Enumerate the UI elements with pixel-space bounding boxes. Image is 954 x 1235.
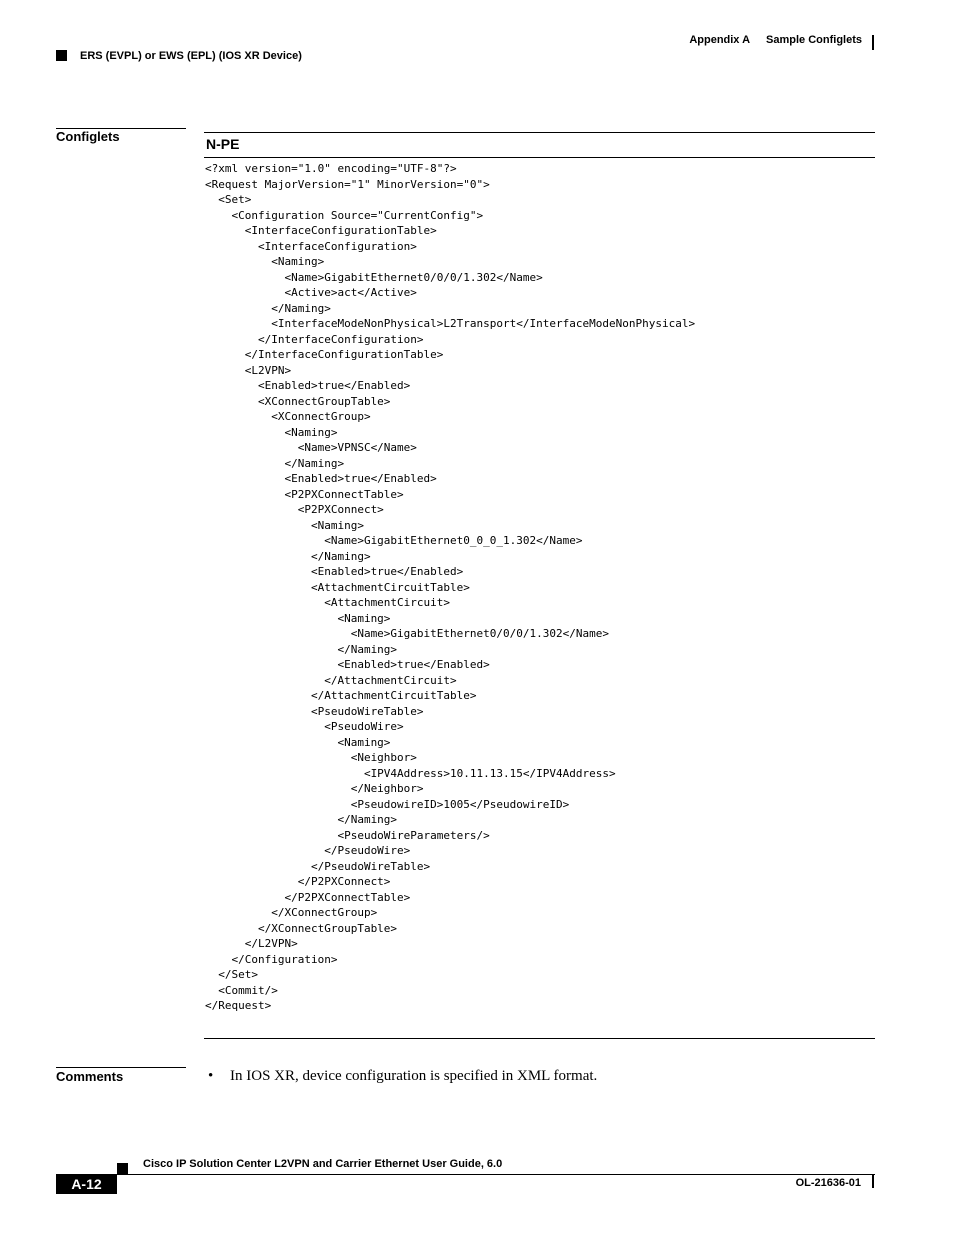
code-line: <IPV4Address>10.11.13.15</IPV4Address> (205, 766, 616, 780)
code-line: <Naming> (205, 611, 391, 625)
code-line: <L2VPN> (205, 363, 292, 377)
code-line: </Naming> (205, 549, 371, 563)
table-top-rule (204, 132, 875, 133)
comment-text: In IOS XR, device configuration is specified in XML format. (230, 1068, 598, 1084)
code-line: <XConnectGroup> (205, 410, 371, 423)
code-line: <Commit/> (205, 983, 278, 997)
code-line: <Enabled>true</Enabled> (205, 658, 490, 671)
code-line: </XConnectGroupTable> (205, 921, 398, 935)
document-number: OL-21636-01 (795, 1177, 861, 1189)
code-line: <Naming> (205, 735, 391, 749)
code-line: <InterfaceConfiguration> (205, 239, 417, 253)
code-line: <Enabled>true</Enabled> (205, 379, 411, 392)
code-line: <Name>GigabitEthernet0/0/0/1.302</Name> (205, 270, 543, 284)
code-line: <InterfaceModeNonPhysical>L2Transport</InterfaceModeNonPhysical> (205, 317, 696, 330)
code-line: <P2PXConnectTable> (205, 487, 404, 501)
footer-square-marker (117, 1163, 128, 1174)
code-line: </Set> (205, 968, 258, 981)
code-line: <PseudoWireParameters/> (205, 828, 490, 842)
code-line: </Request> (205, 999, 272, 1012)
code-line: <AttachmentCircuit> (205, 596, 451, 609)
code-line: <XConnectGroupTable> (205, 394, 391, 408)
code-line: </InterfaceConfigurationTable> (205, 348, 444, 361)
code-line: <Name>GigabitEthernet0_0_0_1.302</Name> (205, 534, 583, 547)
footer-rule (117, 1174, 875, 1175)
code-line: </PseudoWireTable> (205, 859, 431, 873)
running-header-chapter (689, 34, 862, 46)
code-line: <Enabled>true</Enabled> (205, 472, 437, 485)
configlets-side-head: Configlets (56, 129, 120, 144)
appendix-label: Appendix A (689, 34, 751, 46)
code-line: <Request MajorVersion="1" MinorVersion="0"> (205, 177, 490, 191)
code-line: </XConnectGroup> (205, 906, 378, 919)
code-line: <Neighbor> (205, 751, 417, 764)
table-bottom-rule (204, 1038, 875, 1039)
code-line: <P2PXConnect> (205, 503, 384, 516)
code-line: </Naming> (205, 301, 331, 315)
table-header-rule (204, 157, 875, 158)
running-header-section: ERS (EVPL) or EWS (EPL) (IOS XR Device) (80, 50, 302, 62)
code-line: </InterfaceConfiguration> (205, 332, 424, 346)
code-line: </AttachmentCircuit> (205, 673, 457, 687)
code-line: <AttachmentCircuitTable> (205, 580, 470, 594)
code-line: <PseudoWire> (205, 720, 404, 733)
code-line: </Configuration> (205, 952, 338, 966)
code-line: </PseudoWire> (205, 844, 411, 857)
footer-vertical-rule (872, 1174, 874, 1188)
code-line: <?xml version="1.0" encoding="UTF-8"?> (205, 162, 457, 175)
device-heading: N-PE (206, 136, 240, 152)
comments-side-rule (56, 1067, 186, 1068)
header-vertical-rule (872, 35, 874, 50)
footer-guide-title: Cisco IP Solution Center L2VPN and Carrier Ethernet User Guide, 6.0 (143, 1158, 503, 1170)
code-line: <PseudowireID>1005</PseudowireID> (205, 797, 570, 811)
xml-code-block (205, 161, 695, 1014)
code-line: <Name>GigabitEthernet0/0/0/1.302</Name> (205, 627, 609, 640)
code-line: </Naming> (205, 642, 398, 656)
code-line: <PseudoWireTable> (205, 704, 424, 718)
comments-side-head: Comments (56, 1069, 124, 1084)
code-line: </L2VPN> (205, 937, 298, 950)
code-line: <Configuration Source="CurrentConfig"> (205, 208, 484, 222)
code-line: <Active>act</Active> (205, 286, 417, 299)
code-line: </Naming> (205, 456, 345, 470)
code-line: <Naming> (205, 255, 325, 268)
comment-list-item (208, 1068, 597, 1085)
code-line: <InterfaceConfigurationTable> (205, 224, 437, 237)
header-square-marker (56, 50, 67, 61)
bullet-icon: • (208, 1068, 214, 1084)
code-line: </AttachmentCircuitTable> (205, 689, 477, 702)
code-line: <Name>VPNSC</Name> (205, 441, 417, 454)
code-line: </P2PXConnect> (205, 875, 391, 888)
code-line: </Neighbor> (205, 782, 424, 795)
code-line: </Naming> (205, 813, 398, 826)
code-line: <Naming> (205, 518, 364, 532)
code-line: <Enabled>true</Enabled> (205, 565, 464, 578)
page-number: A-12 (56, 1174, 117, 1194)
code-line: <Naming> (205, 425, 338, 439)
code-line: <Set> (205, 193, 252, 206)
code-line: </P2PXConnectTable> (205, 890, 411, 904)
chapter-title: Sample Configlets (766, 34, 862, 46)
